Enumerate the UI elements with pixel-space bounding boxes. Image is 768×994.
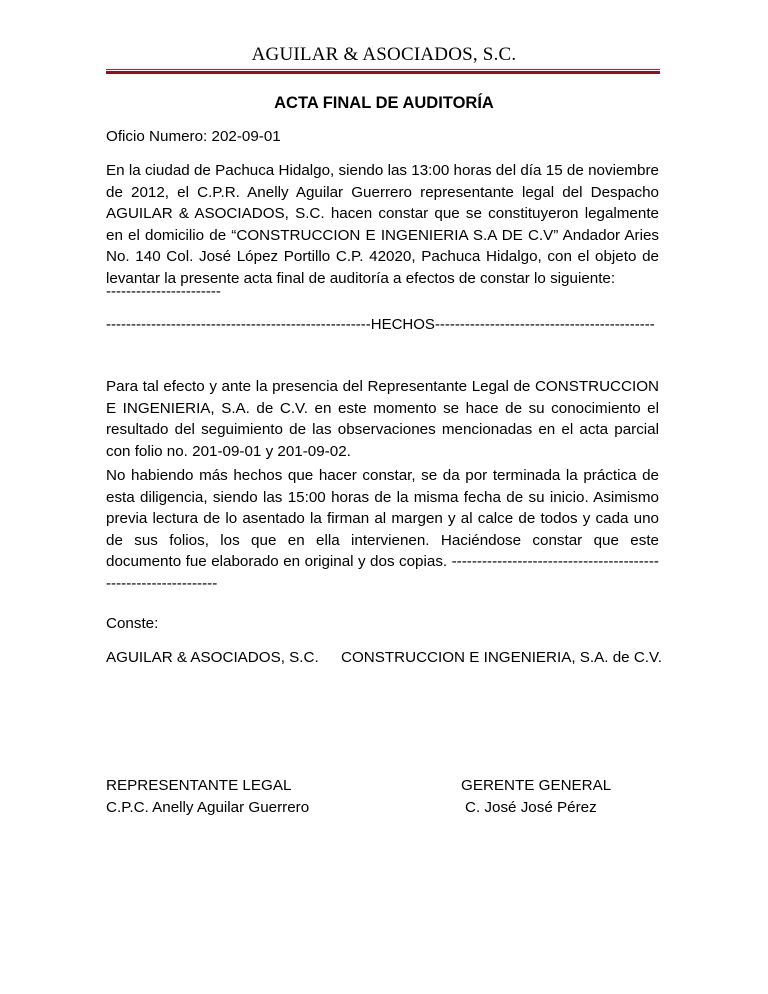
hechos-right-dashes: -------------------------------------------- [434, 316, 655, 333]
paragraph-intro-dashes: ----------------------- [106, 283, 221, 300]
oficio-number: Oficio Numero: 202-09-01 [106, 128, 281, 145]
paragraph-closing-dashes: --------------------------------------------------------------- [106, 553, 659, 592]
hechos-divider [106, 314, 659, 335]
signature-left-role: REPRESENTANTE LEGAL [106, 777, 292, 794]
conste-label: Conste: [106, 615, 159, 632]
hechos-label: HECHOS [370, 316, 435, 333]
header-rule-thick [106, 71, 660, 74]
signature-right-name: C. José José Pérez [465, 799, 597, 816]
firm-header: AGUILAR & ASOCIADOS, S.C. [251, 44, 517, 65]
document-title: ACTA FINAL DE AUDITORÍA [274, 94, 494, 112]
party-left: AGUILAR & ASOCIADOS, S.C. [106, 649, 319, 666]
signature-right-role: GERENTE GENERAL [461, 777, 612, 794]
paragraph-intro: En la ciudad de Pachuca Hidalgo, siendo las 13:00 horas del día 15 de noviembre de 2012, el C.P.R. Anelly Aguilar Guerrero representante legal del Despacho AGUILAR & ASOCIADOS, S.C. hacen constar que se constituyeron legalmente en el domicilio de “CONSTRUCCION E INGENIERIA S.A DE C.V” Andador Aries No. 140 Col. José López Portillo C.P. 42020, Pachuca Hidalgo, con el objeto de levantar la presente acta final de auditoría a efectos de constar lo siguiente: [106, 162, 659, 287]
party-right: CONSTRUCCION E INGENIERIA, S.A. de C.V. [341, 649, 662, 666]
paragraph-presence: Para tal efecto y ante la presencia del Representante Legal de CONSTRUCCION E INGENIERIA, S.A. de C.V. en este momento se hace de su conocimiento el resultado del seguimiento de las observaciones mencionadas en el acta parcial con folio no. 201-09-01 y 201-09-02. [106, 378, 659, 460]
paragraph-closing [106, 465, 659, 594]
hechos-left-dashes: ----------------------------------------------------- [106, 316, 371, 333]
signature-left-name: C.P.C. Anelly Aguilar Guerrero [106, 799, 310, 816]
header-rule-thin [106, 69, 660, 70]
paragraph-closing-text: No habiendo más hechos que hacer constar, se da por terminada la práctica de esta diligencia, siendo las 15:00 horas de la misma fecha de su inicio. Asimismo previa lectura de lo asentado la firman al margen y al calce de todos y cada uno de sus folios, los que en ella intervienen. Haciéndose constar que este documento fue elaborado en original y dos copias. [106, 467, 659, 570]
